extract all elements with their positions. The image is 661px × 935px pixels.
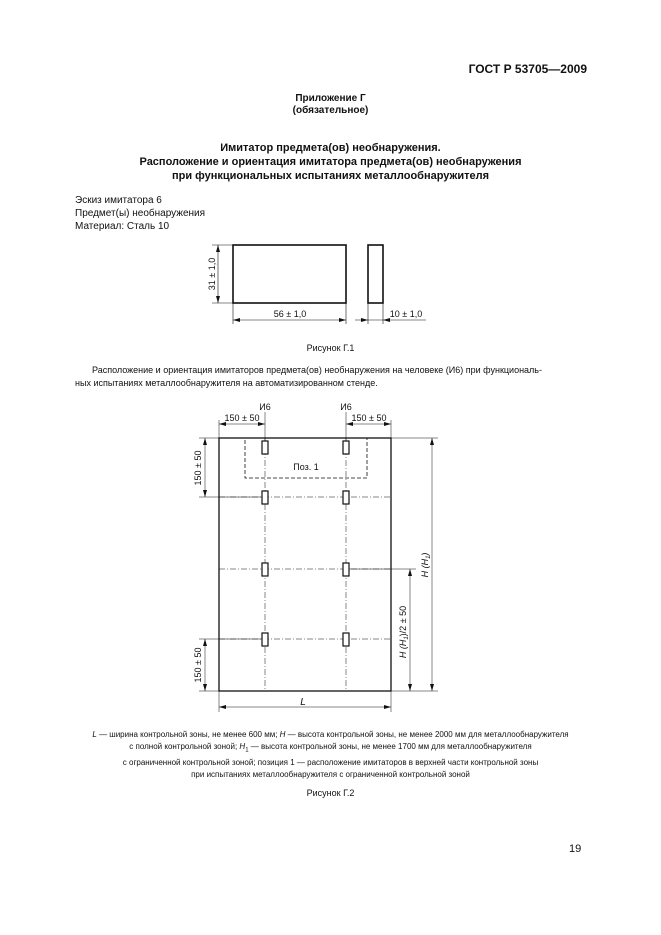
imitator-left-upper bbox=[262, 491, 268, 504]
control-zone bbox=[219, 438, 391, 691]
heading-line-2: Расположение и ориентация имитатора предмета(ов) необнаружения bbox=[139, 156, 522, 168]
fig2-dim-offset-right: 150 ± 50 bbox=[351, 413, 387, 423]
note-line-1: L — ширина контрольной зоны, не менее 600 мм; H — высота контрольной зоны, не менее 2000 мм для металлообнаружителя bbox=[92, 730, 569, 739]
figure-1-caption: Рисунок Г.1 bbox=[306, 343, 355, 353]
heading-line-1: Имитатор предмета(ов) необнаружения. bbox=[220, 142, 441, 154]
fig1-dim-thickness: 10 ± 1,0 bbox=[389, 309, 423, 319]
figure-2-caption: Рисунок Г.2 bbox=[306, 788, 355, 798]
imitator-right-middle bbox=[343, 563, 349, 576]
heading-line-3: при функциональных испытаниях металлообнаружителя bbox=[171, 170, 490, 182]
note-line-4: при испытаниях металлообнаружителя с ограниченной контрольной зоной bbox=[191, 769, 470, 779]
imitator-front-view bbox=[233, 245, 346, 303]
sketch-line-2: Предмет(ы) необнаружения bbox=[75, 208, 206, 219]
imitator-right-lower bbox=[343, 633, 349, 646]
standard-number: ГОСТ Р 53705—2009 bbox=[468, 62, 587, 76]
figure-2-notes bbox=[40, 729, 621, 781]
label-i6-left: И6 bbox=[259, 402, 271, 412]
note-line-2: с полной контрольной зоной; $H_1$ — высота контрольной зоны, не менее 1700 мм для металлообнаружителя bbox=[129, 742, 532, 754]
label-i6-right: И6 bbox=[340, 402, 352, 412]
paragraph-line-2: ных испытаниях металлообнаружителя на автоматизированном стенде. bbox=[75, 378, 378, 388]
figure-1-drawing bbox=[0, 0, 661, 340]
figure-2-drawing bbox=[0, 395, 661, 715]
paragraph-line-1: Расположение и ориентация имитаторов предмета(ов) необнаружения на человеке (И6) при функциональ- bbox=[92, 365, 542, 375]
fig2-dim-full-height: H $(H_1)$ bbox=[420, 552, 432, 578]
fig2-dim-half-height: H $(H_1)/2 \pm 50$ bbox=[398, 605, 410, 659]
sketch-line-1: Эскиз имитатора 6 bbox=[75, 195, 162, 206]
imitator-left-top bbox=[262, 441, 268, 454]
fig2-dim-bottom-vertical: 150 ± 50 bbox=[193, 647, 203, 683]
appendix-title: Приложение Г bbox=[295, 93, 366, 104]
position-1-label: Поз. 1 bbox=[293, 462, 319, 472]
note-line-3: с ограниченной контрольной зоной; позиция 1 — расположение имитаторов в верхней части контрольной зоны bbox=[122, 757, 539, 767]
imitator-side-view bbox=[368, 245, 383, 303]
imitator-right-top bbox=[343, 441, 349, 454]
sketch-line-3: Материал: Сталь 10 bbox=[75, 221, 170, 232]
appendix-status: (обязательное) bbox=[292, 105, 369, 116]
imitator-right-upper bbox=[343, 491, 349, 504]
fig1-dim-height: 31 ± 1,0 bbox=[207, 257, 217, 291]
fig2-dim-offset-left: 150 ± 50 bbox=[224, 413, 260, 423]
fig2-dim-top-vertical: 150 ± 50 bbox=[193, 450, 203, 486]
fig2-dim-width: L bbox=[300, 697, 306, 708]
imitator-left-middle bbox=[262, 563, 268, 576]
fig1-dim-width: 56 ± 1,0 bbox=[273, 309, 307, 319]
imitator-left-lower bbox=[262, 633, 268, 646]
page-number: 19 bbox=[569, 843, 582, 855]
